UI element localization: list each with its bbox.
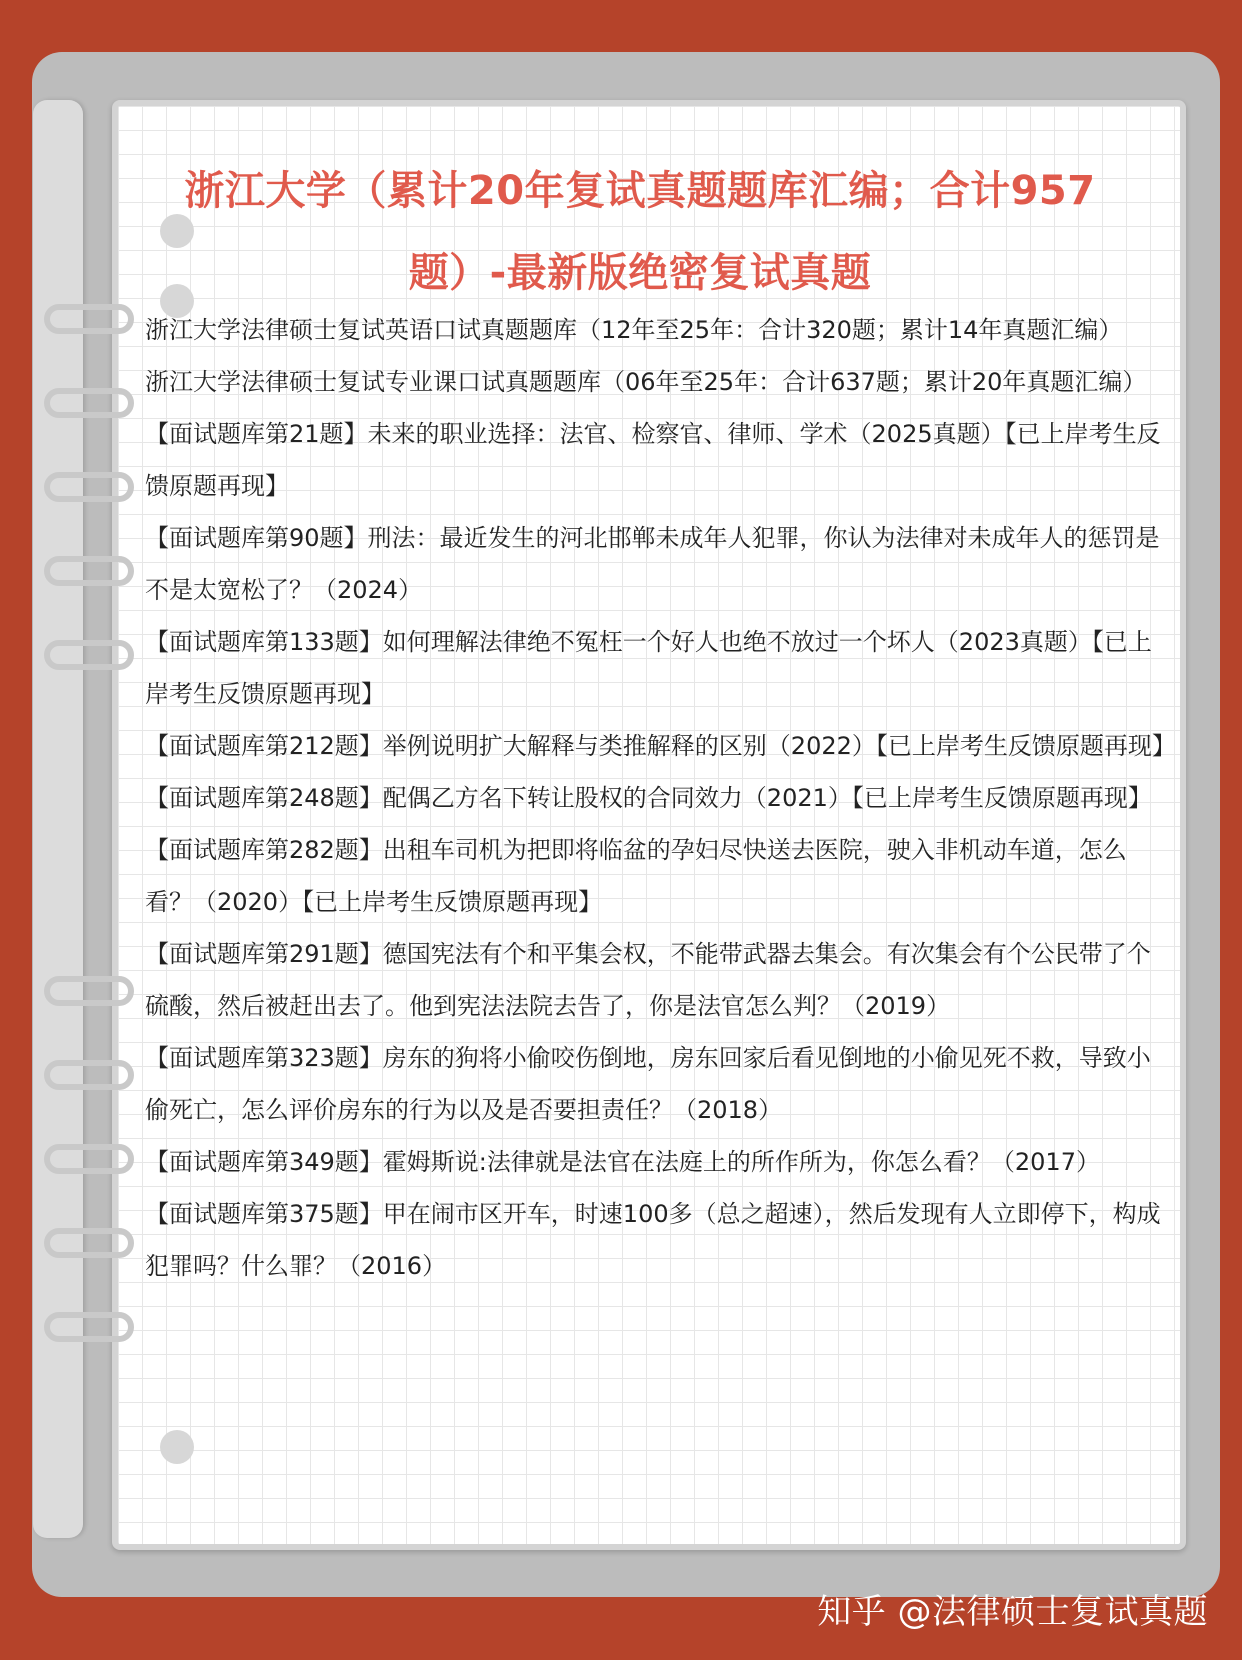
binder-ring <box>44 472 134 502</box>
question-list <box>145 304 1176 1292</box>
binder-ring <box>44 304 134 334</box>
list-item: 【面试题库第291题】德国宪法有个和平集会权，不能带武器去集会。有次集会有个公民带了个硫酸，然后被赶出去了。他到宪法法院去告了，你是法官怎么判？（2019） <box>145 940 1151 1020</box>
binder-ring <box>44 640 134 670</box>
list-item: 【面试题库第375题】甲在闹市区开车，时速100多（总之超速），然后发现有人立即停下，构成犯罪吗？什么罪？（2016） <box>145 1200 1161 1280</box>
binder-ring <box>44 556 134 586</box>
list-item: 【面试题库第212题】举例说明扩大解释与类推解释的区别（2022）【已上岸考生反馈原题再现】 <box>145 732 1176 760</box>
binder-ring <box>44 1144 134 1174</box>
list-item: 【面试题库第323题】房东的狗将小偷咬伤倒地，房东回家后看见倒地的小偷见死不救，导致小偷死亡，怎么评价房东的行为以及是否要担责任？（2018） <box>145 1044 1151 1124</box>
binder-ring <box>44 388 134 418</box>
binder-ring <box>44 1060 134 1090</box>
binder-ring <box>44 976 134 1006</box>
list-item: 浙江大学法律硕士复试英语口试真题题库（12年至25年：合计320题；累计14年真题汇编） <box>145 316 1123 344</box>
binder-ring <box>44 1228 134 1258</box>
list-item: 【面试题库第21题】未来的职业选择：法官、检察官、律师、学术（2025真题）【已上岸考生反馈原题再现】 <box>145 420 1161 500</box>
list-item: 【面试题库第133题】如何理解法律绝不冤枉一个好人也绝不放过一个坏人（2023真题）【已上岸考生反馈原题再现】 <box>145 628 1152 708</box>
list-item: 【面试题库第349题】霍姆斯说:法律就是法官在法庭上的所作所为，你怎么看？（2017） <box>145 1148 1100 1176</box>
list-item: 浙江大学法律硕士复试专业课口试真题题库（06年至25年：合计637题；累计20年真题汇编） <box>145 368 1147 396</box>
watermark-text: 知乎 @法律硕士复试真题 <box>817 1592 1208 1632</box>
document-title: 浙江大学（累计20年复试真题题库汇编；合计957题）-最新版绝密复试真题 <box>184 168 1096 296</box>
binder-hole <box>160 1430 194 1464</box>
binder-ring <box>44 1312 134 1342</box>
list-item: 【面试题库第248题】配偶乙方名下转让股权的合同效力（2021）【已上岸考生反馈原题再现】 <box>145 784 1152 812</box>
list-item: 【面试题库第282题】出租车司机为把即将临盆的孕妇尽快送去医院，驶入非机动车道，怎么看？（2020）【已上岸考生反馈原题再现】 <box>145 836 1127 916</box>
list-item: 【面试题库第90题】刑法：最近发生的河北邯郸未成年人犯罪，你认为法律对未成年人的惩罚是不是太宽松了？（2024） <box>145 524 1160 604</box>
